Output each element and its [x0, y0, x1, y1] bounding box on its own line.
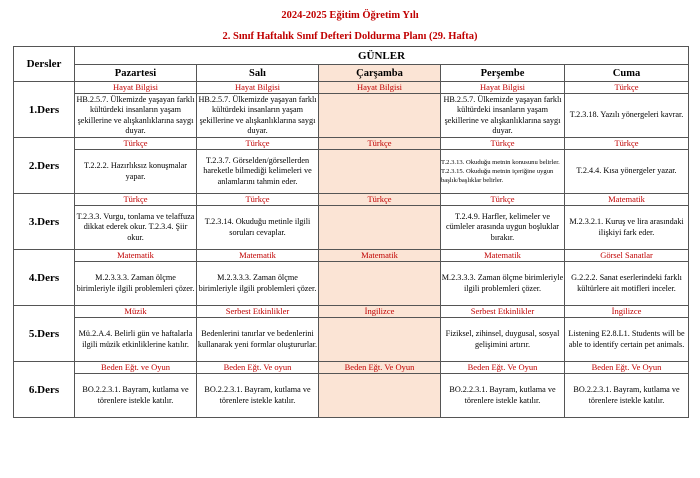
subject-label: Türkçe	[565, 82, 689, 94]
weekly-plan-table	[13, 46, 689, 418]
lesson-label: 6.Ders	[14, 362, 75, 418]
lesson-label: 4.Ders	[14, 250, 75, 306]
lesson-content: G.2.2.2. Sanat eserlerindeki farklı kültürlere ait motifleri inceler.	[565, 262, 689, 306]
lesson-content: T.2.3.13. Okuduğu metnin konusunu belirler. T.2.3.15. Okuduğu metnin içeriğine uygun başlık/başlıklar belirler.	[441, 150, 565, 194]
lesson-label: 5.Ders	[14, 306, 75, 362]
lesson-content: Listening E2.8.L1. Students will be able to identify certain pet animals.	[565, 318, 689, 362]
subject-label: Türkçe	[565, 138, 689, 150]
subject-label: Türkçe	[197, 194, 319, 206]
lesson-content: T.2.3.18. Yazılı yönergeleri kavrar.	[565, 94, 689, 138]
lesson-content: M.2.3.3.3. Zaman ölçme birimleriyle ilgili problemleri çözer.	[75, 262, 197, 306]
lesson-content: M.2.3.3.3. Zaman ölçme birimleriyle ilgili problemleri çözer.	[441, 262, 565, 306]
subject-label: İngilizce	[319, 306, 441, 318]
lesson-label: 3.Ders	[14, 194, 75, 250]
lesson-content	[319, 206, 441, 250]
subject-label: Serbest Etkinlikler	[197, 306, 319, 318]
subject-label: Matematik	[565, 194, 689, 206]
subject-label: Görsel Sanatlar	[565, 250, 689, 262]
document-title-year: 2024-2025 Eğitim Öğretim Yılı	[281, 10, 419, 21]
subject-label: Matematik	[75, 250, 197, 262]
lesson-content: T.2.4.4. Kısa yönergeler yazar.	[565, 150, 689, 194]
lesson-content	[319, 262, 441, 306]
lesson-content: HB.2.5.7. Ülkemizde yaşayan farklı kültürdeki insanların yaşam şekillerine ve alışkanlıklarına saygı duyar.	[197, 94, 319, 138]
lesson-content: HB.2.5.7. Ülkemizde yaşayan farklı kültürdeki insanların yaşam şekillerine ve alışkanlıklarına saygı duyar.	[441, 94, 565, 138]
subject-label: Türkçe	[197, 138, 319, 150]
lesson-content: BO.2.2.3.1. Bayram, kutlama ve törenlere istekle katılır.	[75, 374, 197, 418]
lesson-content: BO.2.2.3.1. Bayram, kutlama ve törenlere istekle katılır.	[441, 374, 565, 418]
day-header: Pazartesi	[75, 65, 197, 82]
subject-label: Türkçe	[75, 138, 197, 150]
lesson-content: T.2.4.9. Harfler, kelimeler ve cümleler arasında uygun boşluklar bırakır.	[441, 206, 565, 250]
lesson-content: T.2.3.14. Okuduğu metinle ilgili soruları cevaplar.	[197, 206, 319, 250]
subject-label: Hayat Bilgisi	[319, 82, 441, 94]
subject-label: Beden Eğt. ve Oyun	[75, 362, 197, 374]
subject-label: Beden Eğt. Ve oyun	[197, 362, 319, 374]
header-gunler: GÜNLER	[75, 47, 689, 65]
lesson-content: BO.2.2.3.1. Bayram, kutlama ve törenlere istekle katılır.	[197, 374, 319, 418]
lesson-content	[319, 318, 441, 362]
day-header: Salı	[197, 65, 319, 82]
lesson-content: HB.2.5.7. Ülkemizde yaşayan farklı kültürdeki insanların yaşam şekillerine ve alışkanlıklarına saygı duyar.	[75, 94, 197, 138]
lesson-content: T.2.3.3. Vurgu, tonlama ve telaffuza dikkat ederek okur. T.2.3.4. Şiir okur.	[75, 206, 197, 250]
day-header: Çarşamba	[319, 65, 441, 82]
lesson-content: Bedenlerini tanırlar ve bedenlerini kullanarak yeni formlar oluştururlar.	[197, 318, 319, 362]
header-dersler: Dersler	[14, 47, 75, 82]
day-header: Perşembe	[441, 65, 565, 82]
day-header: Cuma	[565, 65, 689, 82]
subject-label: Türkçe	[319, 194, 441, 206]
document-title-plan: 2. Sınıf Haftalık Sınıf Defteri Doldurma Planı (29. Hafta)	[222, 31, 478, 42]
lesson-content: M.2.3.2.1. Kuruş ve lira arasındaki ilişkiyi fark eder.	[565, 206, 689, 250]
lesson-content: BO.2.2.3.1. Bayram, kutlama ve törenlere istekle katılır.	[565, 374, 689, 418]
subject-label: Müzik	[75, 306, 197, 318]
lesson-content: Mü.2.A.4. Belirli gün ve haftalarla ilgili müzik etkinliklerine katılır.	[75, 318, 197, 362]
subject-label: Serbest Etkinlikler	[441, 306, 565, 318]
subject-label: Türkçe	[441, 138, 565, 150]
lesson-label: 2.Ders	[14, 138, 75, 194]
subject-label: Hayat Bilgisi	[197, 82, 319, 94]
lesson-content	[319, 150, 441, 194]
lesson-content: Fiziksel, zihinsel, duygusal, sosyal gelişimini artırır.	[441, 318, 565, 362]
subject-label: İngilizce	[565, 306, 689, 318]
subject-label: Beden Eğt. Ve Oyun	[565, 362, 689, 374]
subject-label: Matematik	[441, 250, 565, 262]
subject-label: Türkçe	[319, 138, 441, 150]
subject-label: Türkçe	[441, 194, 565, 206]
lesson-content	[319, 94, 441, 138]
lesson-content: T.2.3.7. Görselden/görsellerden hareketle bilmediği kelimeleri ve anlamlarını tahmin eder.	[197, 150, 319, 194]
subject-label: Hayat Bilgisi	[441, 82, 565, 94]
subject-label: Türkçe	[75, 194, 197, 206]
lesson-content	[319, 374, 441, 418]
subject-label: Beden Eğt. Ve Oyun	[441, 362, 565, 374]
subject-label: Matematik	[319, 250, 441, 262]
lesson-content: T.2.2.2. Hazırlıksız konuşmalar yapar.	[75, 150, 197, 194]
lesson-content: M.2.3.3.3. Zaman ölçme birimleriyle ilgili problemleri çözer.	[197, 262, 319, 306]
subject-label: Beden Eğt. Ve Oyun	[319, 362, 441, 374]
subject-label: Matematik	[197, 250, 319, 262]
lesson-label: 1.Ders	[14, 82, 75, 138]
plan-body	[14, 82, 689, 418]
subject-label: Hayat Bilgisi	[75, 82, 197, 94]
